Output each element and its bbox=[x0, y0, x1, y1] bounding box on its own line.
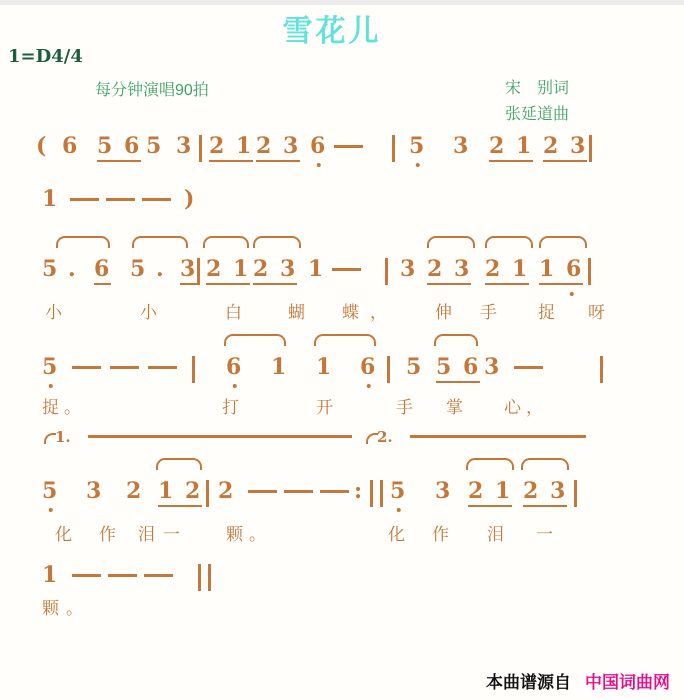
slur-arc bbox=[253, 236, 301, 248]
note-token: 3 bbox=[180, 256, 197, 285]
lyric-char: 手 bbox=[480, 303, 497, 322]
lyric-char: 。 bbox=[64, 398, 81, 417]
lyricist-credit: 宋 别词 bbox=[505, 80, 570, 97]
note-token: 5 6 bbox=[97, 133, 141, 162]
lyric-char: 小 bbox=[45, 303, 62, 322]
lyric-char: 呀 bbox=[588, 303, 605, 322]
note-token: ) bbox=[184, 186, 197, 212]
lyric-char: 作 bbox=[432, 525, 449, 544]
note-token: 5 bbox=[409, 133, 426, 159]
note-token: 2 1 bbox=[206, 256, 250, 285]
footer-source-text: 本曲谱源自 bbox=[486, 673, 571, 692]
note-token: 1 bbox=[271, 354, 289, 380]
dash-line bbox=[334, 145, 363, 148]
lyric-char: ， bbox=[526, 398, 543, 417]
tempo-note: 每分钟演唱90拍 bbox=[95, 82, 209, 99]
octave-dot bbox=[316, 163, 321, 168]
lyric-char: 伸 bbox=[435, 303, 452, 322]
volta-line bbox=[410, 435, 586, 438]
lyric-char: 泪 bbox=[138, 525, 155, 544]
note-token: 5 bbox=[146, 133, 164, 159]
note-token: 3 bbox=[453, 133, 471, 159]
note-token: 5 bbox=[130, 256, 148, 282]
lyric-char: 化 bbox=[55, 525, 72, 544]
octave-dot bbox=[396, 508, 401, 513]
lyric-char: 捉 bbox=[538, 303, 555, 322]
note-token: 1 6 bbox=[539, 256, 583, 285]
note-token: : bbox=[354, 478, 365, 504]
note-token: 2 bbox=[218, 478, 236, 504]
dash-line bbox=[70, 198, 99, 201]
note-token: 6 bbox=[62, 133, 80, 159]
slur-arc bbox=[539, 236, 587, 248]
note-token: 2 1 bbox=[468, 478, 512, 507]
note-token: 2 1 bbox=[485, 256, 529, 285]
barline bbox=[387, 356, 390, 383]
dash-line bbox=[72, 366, 101, 369]
note-token: . bbox=[68, 256, 78, 282]
note-token: 1 bbox=[316, 354, 334, 380]
barline bbox=[192, 356, 195, 383]
lyric-char: 打 bbox=[222, 398, 239, 417]
barline bbox=[392, 135, 395, 162]
note-token: 5 bbox=[42, 256, 60, 282]
octave-dot bbox=[570, 292, 575, 297]
lyric-char: 手 bbox=[396, 398, 413, 417]
note-token: 5 bbox=[42, 354, 59, 380]
lyric-char: 一 bbox=[536, 525, 553, 544]
slur-arc bbox=[434, 334, 478, 346]
lyric-char: 作 bbox=[99, 525, 116, 544]
note-token: 2 1 bbox=[209, 133, 253, 162]
barline bbox=[574, 480, 577, 507]
slur-arc bbox=[485, 236, 533, 248]
barline bbox=[199, 135, 202, 162]
slur-arc bbox=[224, 334, 286, 346]
lyric-char: 小 bbox=[140, 303, 157, 322]
volta-line bbox=[88, 435, 352, 438]
octave-dot bbox=[232, 384, 237, 389]
dash-line bbox=[284, 490, 313, 493]
slur-arc bbox=[203, 236, 249, 248]
note-token: 2 3 bbox=[256, 133, 300, 162]
dash-line bbox=[514, 366, 543, 369]
dash-line bbox=[320, 490, 349, 493]
octave-dot bbox=[366, 384, 371, 389]
note-token: 1 2 bbox=[158, 478, 202, 507]
note-token: 1 bbox=[42, 562, 60, 588]
volta-label: 1. bbox=[55, 428, 71, 446]
slur-arc bbox=[156, 458, 202, 470]
slur-arc bbox=[314, 334, 376, 346]
dash-line bbox=[144, 574, 173, 577]
note-token: 2 3 bbox=[543, 133, 587, 162]
note-token: ( bbox=[36, 133, 49, 159]
note-token: 6 bbox=[310, 133, 327, 159]
lyric-char: 颗 bbox=[42, 599, 59, 618]
note-token: 3 bbox=[176, 133, 194, 159]
dash-line bbox=[108, 574, 137, 577]
dash-line bbox=[332, 268, 361, 271]
note-token: . bbox=[156, 256, 166, 282]
lyric-char: 一 bbox=[163, 525, 180, 544]
lyric-char: 白 bbox=[225, 303, 242, 322]
note-token: 1 bbox=[42, 186, 60, 212]
lyric-char: 蝶 bbox=[342, 303, 359, 322]
barline bbox=[206, 480, 209, 507]
slur-arc bbox=[132, 236, 188, 248]
barline bbox=[385, 258, 388, 285]
slur-arc bbox=[427, 236, 475, 248]
dash-line bbox=[248, 490, 277, 493]
double-barline bbox=[370, 480, 383, 507]
footer bbox=[486, 668, 670, 693]
note-token: 5 6 bbox=[436, 354, 480, 383]
lyric-char: 泪 bbox=[487, 525, 504, 544]
octave-dot bbox=[48, 508, 53, 513]
lyric-char: 开 bbox=[316, 398, 333, 417]
dash-line bbox=[110, 366, 139, 369]
note-token: 3 bbox=[400, 256, 418, 282]
note-token: 2 3 bbox=[523, 478, 567, 507]
note-token: 3 bbox=[435, 478, 453, 504]
song-title: 雪花儿 bbox=[282, 15, 382, 48]
volta-label: 2. bbox=[377, 428, 393, 446]
barline bbox=[588, 258, 591, 285]
note-token: 5 bbox=[406, 354, 424, 380]
lyric-char: 捉 bbox=[42, 398, 59, 417]
lyric-char: 颗 bbox=[226, 525, 243, 544]
lyric-char: 。 bbox=[249, 525, 266, 544]
note-token: 3 bbox=[484, 354, 502, 380]
lyric-char: 化 bbox=[388, 525, 405, 544]
dash-line bbox=[148, 366, 177, 369]
barline bbox=[589, 135, 592, 162]
note-token: 6 bbox=[226, 354, 243, 380]
lyric-char: ， bbox=[370, 303, 387, 322]
octave-dot bbox=[48, 384, 53, 389]
dash-line bbox=[106, 198, 135, 201]
barline bbox=[197, 258, 200, 285]
octave-dot bbox=[415, 163, 420, 168]
note-token: 2 1 bbox=[489, 133, 533, 162]
barline bbox=[600, 356, 603, 383]
lyric-char: 心 bbox=[504, 398, 521, 417]
note-token: 5 bbox=[390, 478, 407, 504]
note-token: 2 bbox=[126, 478, 144, 504]
note-token: 5 bbox=[42, 478, 59, 504]
key-time-signature: 1=D4/4 bbox=[8, 46, 83, 67]
composer-credit: 张延道曲 bbox=[505, 106, 570, 123]
dash-line bbox=[142, 198, 171, 201]
double-barline bbox=[198, 564, 211, 591]
lyric-char: 。 bbox=[66, 599, 83, 618]
footer-brand-link[interactable]: 中国词曲网 bbox=[585, 673, 670, 692]
dash-line bbox=[72, 574, 101, 577]
note-token: 2 3 bbox=[253, 256, 297, 285]
slur-arc bbox=[466, 458, 514, 470]
note-token: 1 bbox=[308, 256, 326, 282]
note-token: 6 bbox=[360, 354, 377, 380]
lyric-char: 掌 bbox=[446, 398, 463, 417]
slur-arc bbox=[521, 458, 569, 470]
note-token: 6 bbox=[94, 256, 111, 285]
note-token: 3 bbox=[86, 478, 104, 504]
slur-arc bbox=[56, 236, 110, 248]
note-token: 2 3 bbox=[427, 256, 471, 285]
lyric-char: 蝴 bbox=[288, 303, 305, 322]
